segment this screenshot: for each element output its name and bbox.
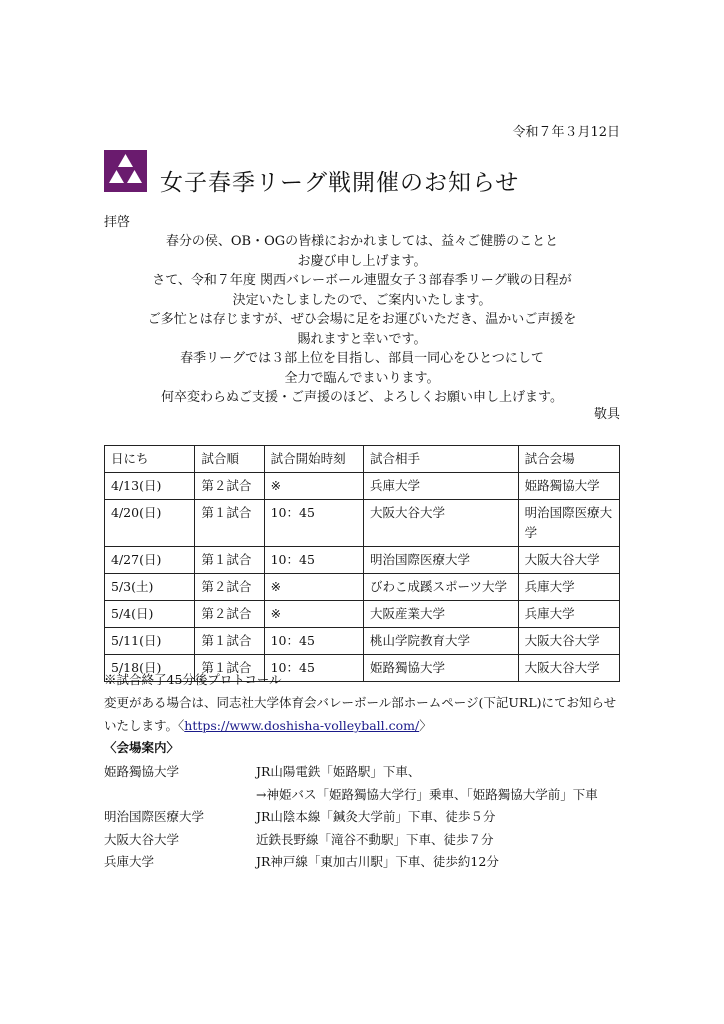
venue-row — [104, 784, 624, 807]
cell-date: 4/27(日) — [105, 547, 195, 574]
venue-row — [104, 829, 624, 852]
cell-venue: 兵庫大学 — [518, 601, 619, 628]
venue-list — [104, 761, 624, 874]
letter-body — [104, 232, 620, 408]
cell-venue: 兵庫大学 — [518, 574, 619, 601]
doshisha-emblem-icon — [104, 150, 147, 192]
url-close-bracket: 〉 — [419, 718, 432, 733]
venue-heading: 〈会場案内〉 — [104, 740, 180, 755]
venue-directions: JR山陽電鉄「姫路駅」下車、 — [256, 764, 421, 779]
body-line: お慶び申し上げます。 — [297, 253, 427, 269]
venue-directions: JR神戸線「東加古川駅」下車、徒歩約12分 — [256, 854, 499, 870]
url-open-bracket: 〈 — [178, 718, 185, 733]
body-line: 決定いたしましたので、ご案内いたします。 — [232, 292, 492, 308]
body-line: 何卒変わらぬご支援・ご声援のほど、よろしくお願い申し上げます。 — [161, 390, 563, 405]
notes — [104, 668, 624, 737]
cell-order: 第１試合 — [195, 655, 264, 682]
cell-order: 第２試合 — [195, 473, 264, 500]
column-header-order: 試合順 — [195, 446, 264, 473]
cell-date: 5/4(日) — [105, 601, 195, 628]
venue-row — [104, 851, 624, 874]
change-notice — [104, 691, 624, 737]
table-row — [105, 601, 620, 628]
cell-order: 第１試合 — [195, 500, 264, 547]
table-row — [105, 473, 620, 500]
cell-opponent: 桃山学院教育大学 — [363, 628, 518, 655]
table-row — [105, 547, 620, 574]
cell-opponent: 兵庫大学 — [363, 473, 518, 500]
body-line: 全力で臨んでまいります。 — [284, 370, 440, 386]
table-row — [105, 628, 620, 655]
cell-start-time: 10：45 — [264, 628, 363, 655]
body-line: 春分の侯、OB・OGの皆様におかれましては、益々ご健勝のことと — [165, 234, 559, 249]
venue-row — [104, 761, 624, 784]
cell-date: 5/3(土) — [105, 574, 195, 601]
cell-date: 5/18(日) — [105, 655, 195, 682]
cell-date: 4/13(日) — [105, 473, 195, 500]
change-notice-text: 変更がある場合は、同志社大学体育会バレーボール部ホームページ(下記URL)にてお知らせいたします。 — [104, 695, 617, 733]
body-line: さて、令和７年度 関西バレーボール連盟女子３部春季リーグ戦の日程が — [152, 273, 572, 288]
page-title: 女子春季リーグ戦開催のお知らせ — [160, 170, 520, 196]
cell-date: 5/11(日) — [105, 628, 195, 655]
cell-start-time: ※ — [264, 601, 363, 628]
greeting: 拝啓 — [104, 215, 131, 230]
column-header-start-time: 試合開始時刻 — [264, 446, 363, 473]
cell-opponent: 大阪大谷大学 — [363, 500, 518, 547]
cell-venue: 大阪大谷大学 — [518, 628, 619, 655]
cell-opponent: 明治国際医療大学 — [363, 547, 518, 574]
cell-order: 第２試合 — [195, 574, 264, 601]
cell-venue: 大阪大谷大学 — [518, 547, 619, 574]
venue-name: 兵庫大学 — [104, 854, 155, 870]
venue-directions: JR山陰本線「鍼灸大学前」下車、徒歩５分 — [256, 809, 496, 825]
schedule-table — [104, 445, 620, 682]
body-line: ご多忙とは存じますが、ぜひ会場に足をお運びいただき、温かいご声援を — [147, 312, 577, 327]
cell-opponent: 大阪産業大学 — [363, 601, 518, 628]
homepage-link[interactable]: https://www.doshisha-volleyball.com/ — [184, 718, 420, 733]
cell-start-time: ※ — [264, 473, 363, 500]
venue-name: 明治国際医療大学 — [104, 809, 205, 825]
cell-date: 4/20(日) — [105, 500, 195, 547]
cell-opponent: びわこ成蹊スポーツ大学 — [363, 574, 518, 601]
cell-order: 第２試合 — [195, 601, 264, 628]
protocol-note: ※試合終了45分後プロトコール — [104, 672, 282, 687]
venue-directions: 近鉄長野線「滝谷不動駅」下車、徒歩７分 — [256, 831, 494, 847]
cell-start-time: 10：45 — [264, 500, 363, 547]
table-header-row — [105, 446, 620, 473]
venue-row — [104, 806, 624, 829]
column-header-opponent: 試合相手 — [363, 446, 518, 473]
table-row — [105, 574, 620, 601]
cell-start-time: 10：45 — [264, 655, 363, 682]
column-header-venue: 試合会場 — [518, 446, 619, 473]
cell-order: 第１試合 — [195, 547, 264, 574]
venue-directions: →神姫バス「姫路獨協大学行」乗車、「姫路獨協大学前」下車 — [256, 786, 598, 802]
cell-start-time: 10：45 — [264, 547, 363, 574]
closing: 敬具 — [593, 407, 620, 422]
table-row — [105, 500, 620, 547]
body-line: 賜れますと幸いです。 — [297, 331, 427, 347]
cell-start-time: ※ — [264, 574, 363, 601]
body-line: 春季リーグでは３部上位を目指し、部員一同心をひとつにして — [180, 351, 544, 366]
cell-order: 第１試合 — [195, 628, 264, 655]
cell-venue: 明治国際医療大学 — [518, 500, 619, 547]
document-date: 令和７年３月12日 — [512, 125, 620, 140]
venue-name: 大阪大谷大学 — [104, 831, 180, 847]
cell-opponent: 姫路獨協大学 — [363, 655, 518, 682]
column-header-date: 日にち — [105, 446, 195, 473]
cell-venue: 姫路獨協大学 — [518, 473, 619, 500]
cell-venue: 大阪大谷大学 — [518, 655, 619, 682]
venue-name: 姫路獨協大学 — [104, 764, 180, 779]
